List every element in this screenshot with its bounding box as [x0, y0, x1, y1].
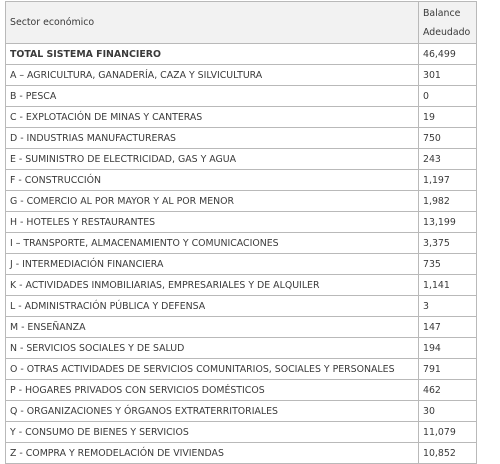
row-sector: Q - ORGANIZACIONES Y ÓRGANOS EXTRATERRITORIALES [6, 401, 419, 422]
row-sector: G - COMERCIO AL POR MAYOR Y AL POR MENOR [6, 191, 419, 212]
row-balance: 147 [419, 317, 477, 338]
table-row [6, 149, 477, 170]
table-row [6, 338, 477, 359]
table-row [6, 107, 477, 128]
table-row [6, 296, 477, 317]
column-header-sector: Sector económico [6, 2, 419, 44]
row-balance: 243 [419, 149, 477, 170]
row-balance: 301 [419, 65, 477, 86]
row-sector: B - PESCA [6, 86, 419, 107]
table-row [6, 275, 477, 296]
table-row [6, 86, 477, 107]
row-balance: 194 [419, 338, 477, 359]
table-row [6, 359, 477, 380]
table-row [6, 233, 477, 254]
row-balance: 46,499 [419, 44, 477, 65]
row-balance: 0 [419, 86, 477, 107]
table-row [6, 170, 477, 191]
row-sector: N - SERVICIOS SOCIALES Y DE SALUD [6, 338, 419, 359]
table-body [6, 44, 477, 464]
column-header-balance-line1: Balance [423, 7, 461, 19]
row-balance: 11,079 [419, 422, 477, 443]
table-row [6, 422, 477, 443]
row-sector: Y - CONSUMO DE BIENES Y SERVICIOS [6, 422, 419, 443]
table-row [6, 191, 477, 212]
sector-balance-table [5, 1, 477, 464]
row-balance: 10,852 [419, 443, 477, 464]
row-sector: C - EXPLOTACIÓN DE MINAS Y CANTERAS [6, 107, 419, 128]
row-sector: D - INDUSTRIAS MANUFACTURERAS [6, 128, 419, 149]
row-sector: I – TRANSPORTE, ALMACENAMIENTO Y COMUNICACIONES [6, 233, 419, 254]
row-sector: F - CONSTRUCCIÓN [6, 170, 419, 191]
table-row [6, 380, 477, 401]
row-sector: H - HOTELES Y RESTAURANTES [6, 212, 419, 233]
row-balance: 13,199 [419, 212, 477, 233]
column-header-balance [419, 2, 477, 44]
row-sector: M - ENSEÑANZA [6, 317, 419, 338]
table-row [6, 317, 477, 338]
row-sector: J - INTERMEDIACIÓN FINANCIERA [6, 254, 419, 275]
row-balance: 3 [419, 296, 477, 317]
row-balance: 791 [419, 359, 477, 380]
row-sector: TOTAL SISTEMA FINANCIERO [6, 44, 419, 65]
row-balance: 3,375 [419, 233, 477, 254]
row-balance: 462 [419, 380, 477, 401]
row-sector: P - HOGARES PRIVADOS CON SERVICIOS DOMÉSTICOS [6, 380, 419, 401]
column-header-balance-line2: Adeudado [423, 26, 471, 38]
table-header-row [6, 2, 477, 44]
table-row-total [6, 44, 477, 65]
row-balance: 19 [419, 107, 477, 128]
row-sector: O - OTRAS ACTIVIDADES DE SERVICIOS COMUNITARIOS, SOCIALES Y PERSONALES [6, 359, 419, 380]
row-balance: 750 [419, 128, 477, 149]
table-row [6, 65, 477, 86]
row-balance: 1,982 [419, 191, 477, 212]
table-row [6, 443, 477, 464]
row-balance: 1,141 [419, 275, 477, 296]
table-row [6, 401, 477, 422]
row-sector: Z - COMPRA Y REMODELACIÓN DE VIVIENDAS [6, 443, 419, 464]
table-row [6, 254, 477, 275]
row-sector: A – AGRICULTURA, GANADERÍA, CAZA Y SILVICULTURA [6, 65, 419, 86]
row-sector: E - SUMINISTRO DE ELECTRICIDAD, GAS Y AGUA [6, 149, 419, 170]
table-row [6, 128, 477, 149]
table-row [6, 212, 477, 233]
row-balance: 735 [419, 254, 477, 275]
row-balance: 1,197 [419, 170, 477, 191]
row-sector: K - ACTIVIDADES INMOBILIARIAS, EMPRESARIALES Y DE ALQUILER [6, 275, 419, 296]
row-balance: 30 [419, 401, 477, 422]
row-sector: L - ADMINISTRACIÓN PÚBLICA Y DEFENSA [6, 296, 419, 317]
